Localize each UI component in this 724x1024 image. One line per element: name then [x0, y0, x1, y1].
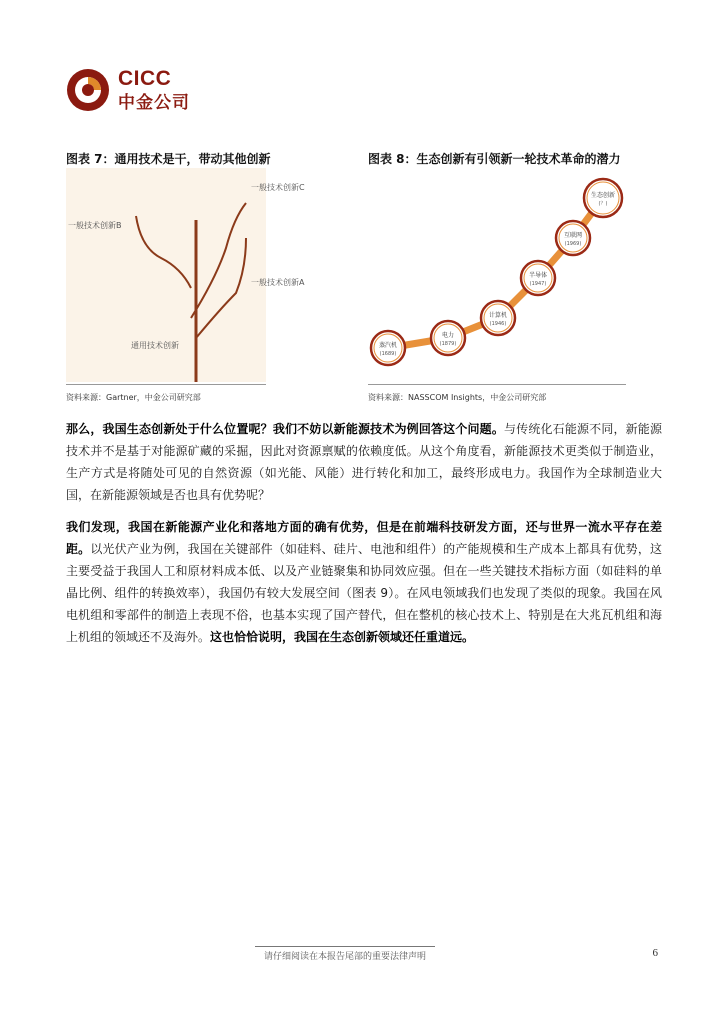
node-name: 生态创新: [590, 192, 616, 199]
node-name: 计算机: [488, 312, 508, 319]
paragraph-2-mid: 以光伏产业为例，我国在关键部件（如硅料、硅片、电池和组件）的产能规模和生产成本上都具有优势，这主要受益于我国人工和原材料成本低、以及产业链聚集和协同效应强。但在一些关键技术指标方面（如硅料的单晶比例、组件的转换效率），我国仍有较大发展空间（图表 9）。在风电领域我们也发现了类似的现象。我国在风电机组和零部件的制造上表现不俗，也基本实现了国产替代，但在整机的核心技术上、特别是在大兆瓦机组和海上机组的领域还不及海外。: [66, 542, 662, 644]
figure8-title: 图表 8：生态创新有引领新一轮技术革命的潜力: [368, 152, 621, 166]
figure7-title: 图表 7：通用技术是干，带动其他创新: [66, 152, 271, 166]
footer-disclaimer: 请仔细阅读在本报告尾部的重要法律声明: [255, 946, 435, 962]
paragraph-1: [66, 418, 662, 506]
cicc-logo-mark: [66, 68, 110, 112]
node-year: (1689): [379, 351, 397, 357]
page-number: 6: [652, 947, 658, 959]
node-year: (？): [598, 201, 608, 207]
label-c: 一般技术创新C: [251, 183, 305, 192]
paragraph-2-end: 这也恰恰说明，我国在生态创新领域还任重道远。: [210, 630, 475, 644]
logo-text-cn: 中金公司: [118, 93, 190, 113]
node-year: (1969): [564, 241, 582, 247]
label-b: 一般技术创新B: [68, 221, 122, 230]
innovation-path-svg: [368, 168, 660, 384]
tree-diagram-svg: [66, 168, 358, 384]
paragraph-2: [66, 516, 662, 648]
node-year: (1947): [529, 281, 547, 287]
node-year: (1879): [439, 341, 457, 347]
figure8-source: 资料来源：NASSCOM Insights，中金公司研究部: [368, 393, 547, 402]
paragraph-1-bold: 那么，我国生态创新处于什么位置呢？我们不妨以新能源技术为例回答这个问题。: [66, 422, 504, 436]
node-name: 电力: [441, 332, 455, 339]
label-trunk: 通用技术创新: [131, 341, 179, 350]
label-a: 一般技术创新A: [251, 278, 305, 287]
node-year: (1946): [489, 321, 507, 327]
figure7-source: 资料来源：Gartner，中金公司研究部: [66, 393, 201, 402]
node-name: 半导体: [528, 272, 548, 279]
figure7-diagram: [66, 168, 358, 384]
node-name: 蒸汽机: [378, 342, 398, 349]
paragraph-2-bold: 我们发现，我国在新能源产业化和落地方面的确有优势，但是在前端科技研发方面，还与世界一流水平存在差距。: [66, 520, 662, 556]
node-name: 互联网: [563, 232, 583, 239]
paragraph-1-rest: 与传统化石能源不同，新能源技术并不是基于对能源矿藏的采掘，因此对资源禀赋的依赖度低。从这个角度看，新能源技术更类似于制造业，生产方式是将随处可见的自然资源（如光能、风能）进行转化和加工，最终形成电力。我国作为全球制造业大国，在新能源领域是否也具有优势呢？: [66, 422, 662, 502]
figure8-rule: [368, 384, 626, 385]
cicc-logo: [66, 66, 196, 114]
figure7-rule: [66, 384, 266, 385]
figure8-diagram: [368, 168, 660, 384]
logo-text-en: CICC: [118, 67, 172, 90]
